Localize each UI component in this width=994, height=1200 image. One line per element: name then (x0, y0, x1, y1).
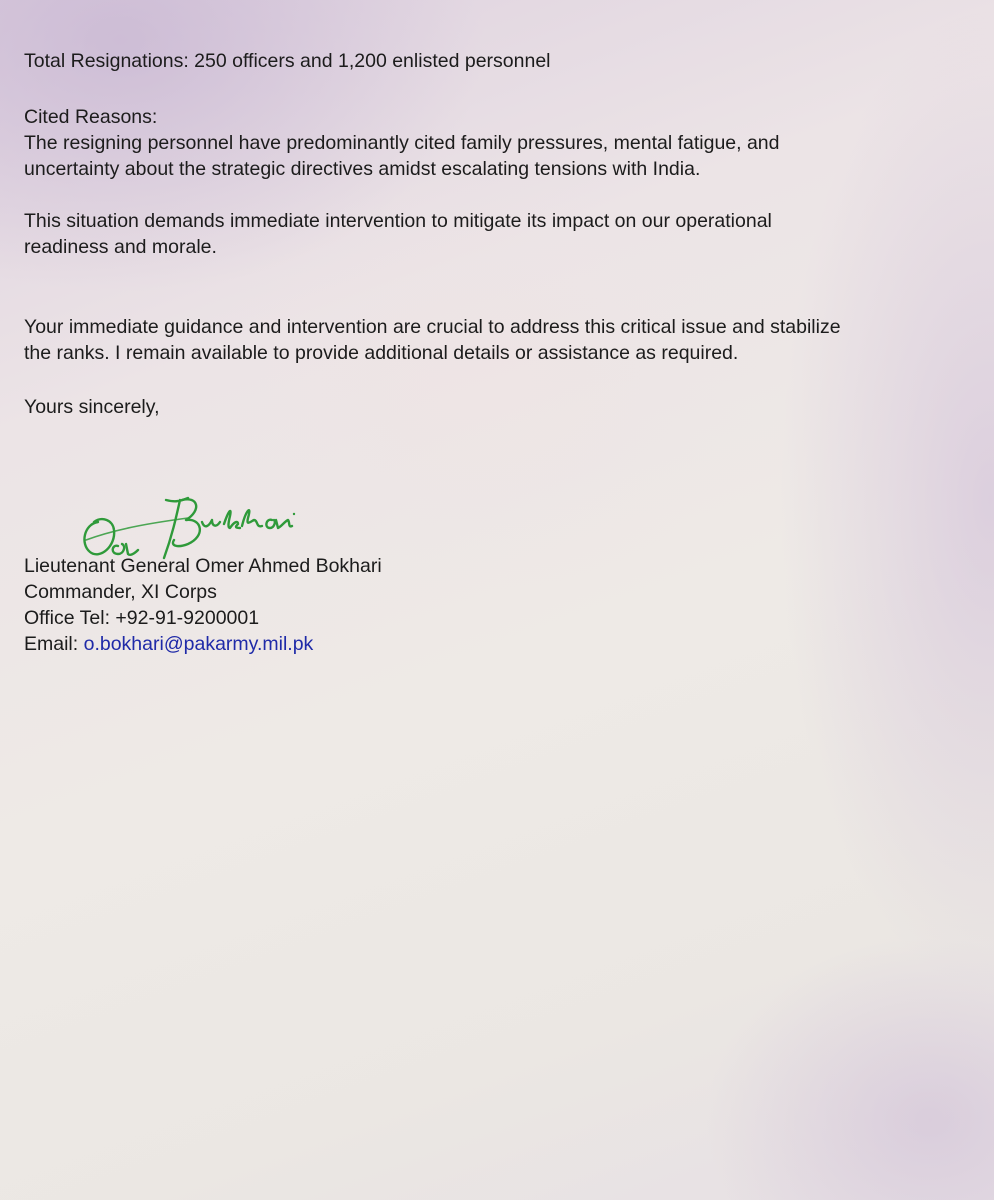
office-telephone: Office Tel: +92-91-9200001 (24, 607, 260, 629)
handwritten-signature (78, 488, 328, 568)
guidance-paragraph-line2: the ranks. I remain available to provide additional details or assistance as required. (24, 342, 739, 364)
cited-reasons-text-line1: The resigning personnel have predominantly cited family pressures, mental fatigue, and (24, 132, 780, 154)
cited-reasons-text-line2: uncertainty about the strategic directives amidst escalating tensions with India. (24, 158, 701, 180)
signatory-name: Lieutenant General Omer Ahmed Bokhari (24, 555, 382, 577)
closing-salutation: Yours sincerely, (24, 396, 160, 418)
email-line (24, 631, 382, 657)
email-label: Email: (24, 633, 84, 655)
signatory-block (24, 553, 382, 657)
email-link[interactable]: o.bokhari@pakarmy.mil.pk (83, 633, 314, 655)
signatory-position: Commander, XI Corps (24, 581, 217, 603)
total-resignations-line: Total Resignations: 250 officers and 1,200 enlisted personnel (24, 50, 551, 72)
situation-paragraph-line1: This situation demands immediate intervention to mitigate its impact on our operational (24, 210, 772, 232)
situation-paragraph-line2: readiness and morale. (24, 236, 217, 258)
guidance-paragraph-line1: Your immediate guidance and intervention are crucial to address this critical issue and stabilize (24, 316, 841, 338)
cited-reasons-heading: Cited Reasons: (24, 106, 158, 128)
